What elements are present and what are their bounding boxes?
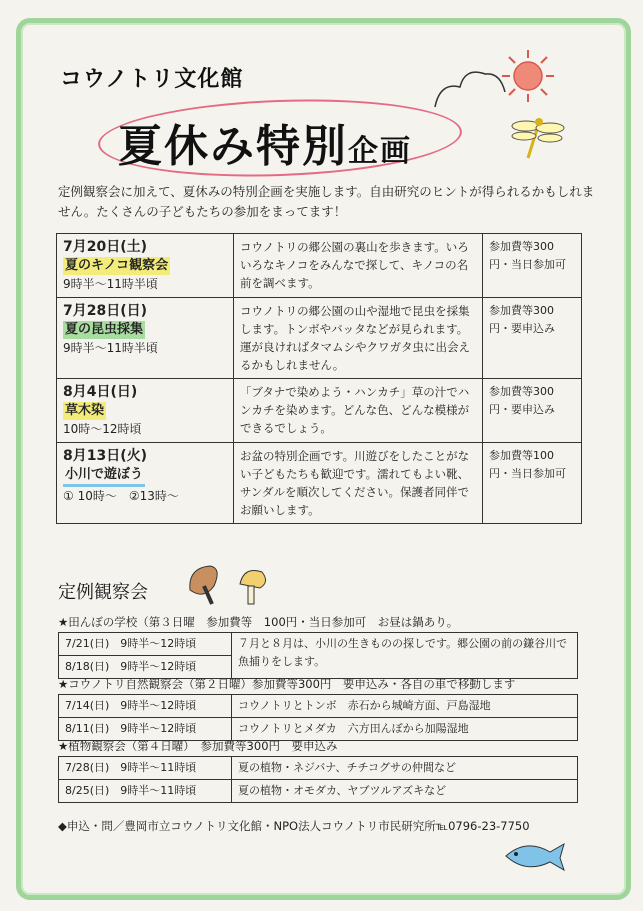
row-date: 7/28(日) 9時半～11時頃	[59, 757, 232, 780]
table-row	[59, 780, 578, 803]
row-date: 8/18(日) 9時半～12時頃	[59, 656, 232, 679]
event-desc: コウノトリの郷公園の裏山を歩きます。いろいろなキノコをみんなで探して、キノコの名前を調べます。	[234, 234, 483, 298]
event-date: 7月28日(日)	[63, 303, 148, 319]
event-name: 夏の昆虫採集	[65, 322, 144, 337]
table-row	[59, 695, 578, 718]
row-date: 8/11(日) 9時半～12時頃	[59, 718, 232, 741]
fish-icon	[498, 836, 568, 876]
intro-text: 定例観察会に加えて、夏休みの特別企画を実施します。自由研究のヒントが得られるかもしれません。たくさんの子どもたちの参加をまってます！	[58, 184, 595, 219]
event-time: 10時～12時頃	[63, 422, 142, 436]
event-fee: 参加費等300円・要申込み	[483, 379, 582, 443]
mushroom-icon	[182, 560, 272, 610]
event-date: 7月20日(土)	[63, 239, 148, 255]
event-time: 9時半～11時半頃	[63, 277, 158, 291]
row-desc: ７月と８月は、小川の生きものの探しです。郷公園の前の鎌谷川で魚捕りをします。	[232, 633, 578, 679]
event-name: 夏のキノコ観察会	[65, 258, 169, 273]
dragonfly-icon	[506, 112, 566, 162]
event-fee: 参加費等100円・当日参加可	[483, 443, 582, 524]
event-time: ① 10時～ ②13時～	[63, 489, 179, 503]
brand-title: コウノトリ文化館	[60, 67, 244, 92]
row-desc: コウノトリとメダカ 六方田んぼから加陽湿地	[232, 718, 578, 741]
page-title: 夏休み特別企画	[118, 121, 412, 172]
regular-table-1	[58, 632, 578, 679]
event-name: 小川で遊ぼう	[63, 466, 145, 487]
table-row	[57, 234, 582, 298]
regular-section-title: 定例観察会	[58, 582, 148, 603]
event-fee: 参加費等300円・当日参加可	[483, 234, 582, 298]
regular-table-3	[58, 756, 578, 803]
special-events-table	[56, 233, 582, 524]
event-desc: 「ブタナで染めよう・ハンカチ」草の汁でハンカチを染めます。どんな色、どんな模様ができるでしょう。	[234, 379, 483, 443]
table-row	[59, 757, 578, 780]
group-header: ★田んぼの学校（第３日曜 参加費等 100円・当日参加可 お昼は鍋あり。	[58, 615, 459, 629]
row-desc: 夏の植物・オモダカ、ヤブツルアズキなど	[232, 780, 578, 803]
table-row	[57, 379, 582, 443]
table-row	[59, 633, 578, 656]
row-date: 7/14(日) 9時半～12時頃	[59, 695, 232, 718]
event-date: 8月13日(火)	[63, 448, 148, 464]
event-date: 8月4日(日)	[63, 384, 138, 400]
row-desc: コウノトリとトンボ 赤石から城崎方面、戸島湿地	[232, 695, 578, 718]
row-desc: 夏の植物・ネジバナ、チチコグサの仲間など	[232, 757, 578, 780]
cloud-icon	[430, 62, 510, 112]
row-date: 8/25(日) 9時半～11時頃	[59, 780, 232, 803]
event-fee: 参加費等300円・要申込み	[483, 298, 582, 379]
event-time: 9時半～11時半頃	[63, 341, 158, 355]
group-header: ★コウノトリ自然観察会（第２日曜）参加費等300円 要申込み・各自の車で移動します	[58, 677, 516, 691]
contact-footer: ◆申込・問／豊岡市立コウノトリ文化館・NPO法人コウノトリ市民研究所℡0796-23-7750	[58, 819, 530, 833]
sun-icon	[500, 48, 556, 104]
event-desc: お盆の特別企画です。川遊びをしたことがない子どもたちも歓迎です。濡れてもよい靴、サンダルを順次してください。保護者同伴でお願いします。	[234, 443, 483, 524]
table-row	[57, 443, 582, 524]
regular-table-2	[58, 694, 578, 741]
group-header: ★植物観察会（第４日曜） 参加費等300円 要申込み	[58, 739, 338, 753]
table-row	[57, 298, 582, 379]
event-name: 草木染	[65, 403, 105, 418]
event-desc: コウノトリの郷公園の山や湿地で昆虫を採集します。トンボやバッタなどが見られます。運が良ければタマムシやクワガタ虫に出会えるかもしれません。	[234, 298, 483, 379]
row-date: 7/21(日) 9時半～12時頃	[59, 633, 232, 656]
